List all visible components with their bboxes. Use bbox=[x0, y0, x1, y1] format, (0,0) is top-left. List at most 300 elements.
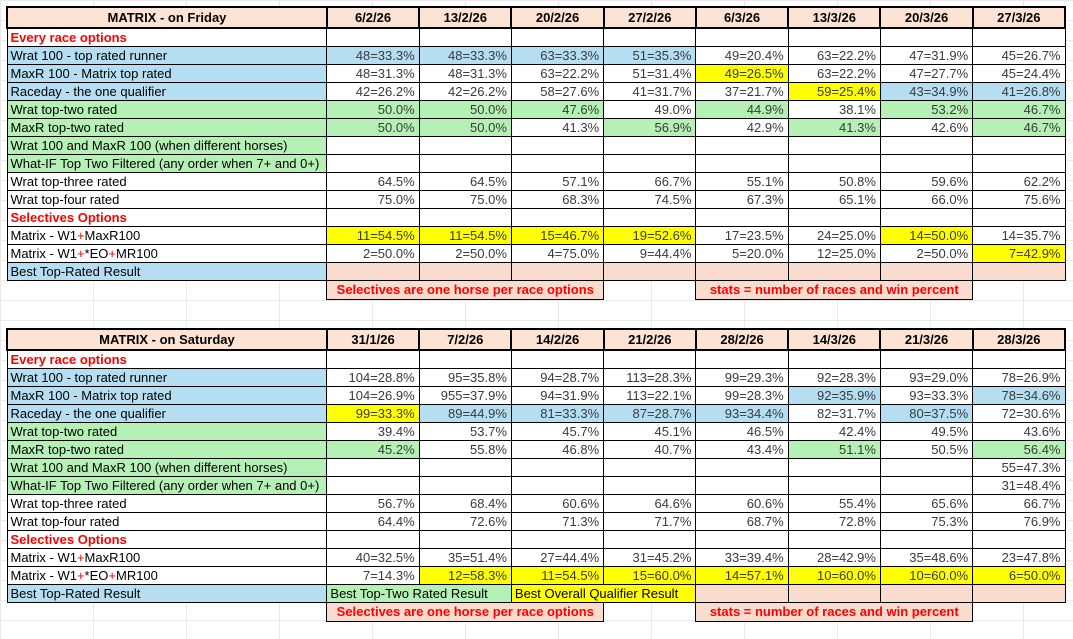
value-cell[interactable]: 63=22.2% bbox=[511, 64, 603, 82]
value-cell[interactable]: 81=33.3% bbox=[511, 404, 603, 422]
value-cell[interactable] bbox=[973, 350, 1065, 368]
table-row bbox=[7, 458, 1065, 476]
table-title-cell[interactable]: MATRIX - on Friday bbox=[7, 7, 327, 28]
value-cell[interactable] bbox=[419, 458, 511, 476]
date-header-cell[interactable]: 20/3/26 bbox=[880, 7, 972, 28]
value-cell[interactable] bbox=[973, 530, 1065, 548]
value-cell[interactable]: 60.6% bbox=[511, 494, 603, 512]
value-cell[interactable] bbox=[327, 262, 419, 280]
value-cell[interactable]: 55.1% bbox=[696, 172, 788, 190]
value-cell[interactable]: 68.7% bbox=[696, 512, 788, 530]
value-cell[interactable]: 72=30.6% bbox=[973, 404, 1065, 422]
value-cell[interactable]: 46.5% bbox=[696, 422, 788, 440]
value-cell[interactable]: 80=37.5% bbox=[880, 404, 972, 422]
value-cell[interactable]: 31=45.2% bbox=[604, 548, 696, 566]
table-row bbox=[7, 422, 1065, 440]
value-cell[interactable] bbox=[788, 262, 880, 280]
value-cell[interactable] bbox=[419, 476, 511, 494]
value-cell[interactable] bbox=[327, 530, 419, 548]
value-cell[interactable] bbox=[788, 136, 880, 154]
value-cell[interactable]: 51=35.3% bbox=[604, 46, 696, 64]
value-cell[interactable]: 66.0% bbox=[880, 190, 972, 208]
value-cell[interactable]: 10=60.0% bbox=[880, 566, 972, 584]
table-row bbox=[7, 494, 1065, 512]
row-label-cell[interactable]: Every race options bbox=[7, 350, 327, 368]
value-cell[interactable]: 51=31.4% bbox=[604, 64, 696, 82]
row-label-cell[interactable]: Matrix - W1+*EO+MR100 bbox=[7, 244, 327, 262]
date-header-cell[interactable]: 20/2/26 bbox=[511, 7, 603, 28]
table-row bbox=[7, 28, 1065, 46]
row-label-cell[interactable]: MaxR 100 - Matrix top rated bbox=[7, 64, 327, 82]
value-cell[interactable]: 93=29.0% bbox=[880, 368, 972, 386]
value-cell[interactable]: 46.7% bbox=[973, 100, 1065, 118]
row-label-cell[interactable]: Wrat 100 - top rated runner bbox=[7, 46, 327, 64]
value-cell[interactable] bbox=[327, 136, 419, 154]
value-cell[interactable]: 2=50.0% bbox=[419, 244, 511, 262]
table-row bbox=[7, 548, 1065, 566]
value-cell[interactable]: 67.3% bbox=[696, 190, 788, 208]
value-cell[interactable] bbox=[327, 154, 419, 172]
value-cell[interactable]: 7=42.9% bbox=[973, 244, 1065, 262]
value-cell[interactable]: 43=34.9% bbox=[880, 82, 972, 100]
value-cell[interactable]: 65.1% bbox=[788, 190, 880, 208]
value-cell[interactable]: 93=33.3% bbox=[880, 386, 972, 404]
value-cell[interactable]: 31=48.4% bbox=[973, 476, 1065, 494]
value-cell[interactable]: 66.7% bbox=[604, 172, 696, 190]
value-cell[interactable] bbox=[973, 136, 1065, 154]
value-cell[interactable]: 48=31.3% bbox=[419, 64, 511, 82]
value-cell[interactable]: 49.5% bbox=[880, 422, 972, 440]
value-cell[interactable]: 6=50.0% bbox=[973, 566, 1065, 584]
value-cell[interactable]: 15=60.0% bbox=[604, 566, 696, 584]
value-cell[interactable]: 40=32.5% bbox=[327, 548, 419, 566]
row-label-cell[interactable]: MaxR top-two rated bbox=[7, 440, 327, 458]
row-label-cell[interactable]: Selectives Options bbox=[7, 530, 327, 548]
value-cell[interactable]: 66.7% bbox=[973, 494, 1065, 512]
value-cell[interactable]: 89=44.9% bbox=[419, 404, 511, 422]
value-cell[interactable]: 48=33.3% bbox=[327, 46, 419, 64]
value-cell[interactable] bbox=[511, 530, 603, 548]
row-label-cell[interactable]: Matrix - W1+MaxR100 bbox=[7, 548, 327, 566]
value-cell[interactable]: 75.0% bbox=[327, 190, 419, 208]
row-label-cell[interactable]: Wrat 100 and MaxR 100 (when different horses) bbox=[7, 136, 327, 154]
plus-sign: + bbox=[76, 549, 85, 565]
value-cell[interactable] bbox=[696, 262, 788, 280]
plus-sign: + bbox=[108, 245, 116, 261]
row-label-cell[interactable]: What-IF Top Two Filtered (any order when 7+ and 0+) bbox=[7, 154, 327, 172]
value-cell[interactable]: 41=31.7% bbox=[604, 82, 696, 100]
row-label-cell[interactable]: Wrat top-four rated bbox=[7, 512, 327, 530]
date-header-cell[interactable]: 7/2/26 bbox=[419, 329, 511, 350]
value-cell[interactable]: 63=33.3% bbox=[511, 46, 603, 64]
date-header-cell[interactable]: 21/2/26 bbox=[604, 329, 696, 350]
friday-results-table bbox=[6, 6, 1066, 300]
value-cell[interactable]: 75.3% bbox=[880, 512, 972, 530]
value-cell[interactable]: 45.2% bbox=[327, 440, 419, 458]
value-cell[interactable]: 74.5% bbox=[604, 190, 696, 208]
table-row bbox=[7, 386, 1065, 404]
footer-note-cell[interactable]: Selectives are one horse per race options bbox=[327, 602, 604, 621]
row-label-cell[interactable]: Wrat top-three rated bbox=[7, 172, 327, 190]
row-label-cell[interactable]: Best Top-Rated Result bbox=[7, 584, 327, 602]
row-label-cell[interactable]: Wrat top-two rated bbox=[7, 422, 327, 440]
value-cell[interactable]: 40.7% bbox=[604, 440, 696, 458]
value-cell[interactable] bbox=[604, 208, 696, 226]
value-cell[interactable]: 11=54.5% bbox=[419, 226, 511, 244]
value-cell[interactable]: 49.0% bbox=[604, 100, 696, 118]
date-header-cell[interactable]: 13/2/26 bbox=[419, 7, 511, 28]
value-cell[interactable] bbox=[604, 262, 696, 280]
saturday-results-table bbox=[6, 328, 1066, 622]
value-cell[interactable]: 75.6% bbox=[973, 190, 1065, 208]
value-cell[interactable]: 17=23.5% bbox=[696, 226, 788, 244]
value-cell[interactable]: 41.3% bbox=[788, 118, 880, 136]
value-cell[interactable]: 19=52.6% bbox=[604, 226, 696, 244]
value-cell[interactable]: 47=27.7% bbox=[880, 64, 972, 82]
date-header-cell[interactable]: 6/2/26 bbox=[327, 7, 419, 28]
value-cell[interactable]: 42.6% bbox=[880, 118, 972, 136]
value-cell[interactable] bbox=[880, 458, 972, 476]
value-cell[interactable]: 42=26.2% bbox=[327, 82, 419, 100]
value-cell[interactable] bbox=[511, 458, 603, 476]
friday-table-container bbox=[6, 6, 1066, 300]
value-cell[interactable] bbox=[880, 530, 972, 548]
footer-note-cell[interactable]: stats = number of races and win percent bbox=[696, 280, 973, 299]
row-label-cell[interactable]: Matrix - W1+*EO+MR100 bbox=[7, 566, 327, 584]
value-cell[interactable]: 15=46.7% bbox=[511, 226, 603, 244]
value-cell[interactable] bbox=[788, 28, 880, 46]
table-row bbox=[7, 82, 1065, 100]
value-cell[interactable]: 39.4% bbox=[327, 422, 419, 440]
value-cell[interactable]: 45.1% bbox=[604, 422, 696, 440]
date-header-cell[interactable]: 14/2/26 bbox=[511, 329, 603, 350]
value-cell[interactable]: 27=44.4% bbox=[511, 548, 603, 566]
value-cell[interactable]: 50.0% bbox=[327, 100, 419, 118]
value-cell[interactable]: 78=34.6% bbox=[973, 386, 1065, 404]
value-cell[interactable]: 56.4% bbox=[973, 440, 1065, 458]
value-cell[interactable]: 63=22.2% bbox=[788, 46, 880, 64]
value-cell[interactable] bbox=[604, 136, 696, 154]
value-cell[interactable] bbox=[788, 208, 880, 226]
value-cell[interactable] bbox=[973, 154, 1065, 172]
date-header-cell[interactable]: 6/3/26 bbox=[696, 7, 788, 28]
value-cell[interactable]: 11=54.5% bbox=[511, 566, 603, 584]
value-cell[interactable]: 63=22.2% bbox=[788, 64, 880, 82]
row-label-cell[interactable]: Every race options bbox=[7, 28, 327, 46]
row-label-cell[interactable]: Raceday - the one qualifier bbox=[7, 404, 327, 422]
value-cell[interactable]: 92=28.3% bbox=[788, 368, 880, 386]
value-cell[interactable]: 76.9% bbox=[973, 512, 1065, 530]
value-cell[interactable] bbox=[696, 350, 788, 368]
row-label-cell[interactable]: Wrat top-four rated bbox=[7, 190, 327, 208]
value-cell[interactable]: 5=20.0% bbox=[696, 244, 788, 262]
value-cell[interactable]: 11=54.5% bbox=[327, 226, 419, 244]
value-cell[interactable] bbox=[419, 154, 511, 172]
value-cell[interactable]: 104=26.9% bbox=[327, 386, 419, 404]
value-cell[interactable]: 65.6% bbox=[880, 494, 972, 512]
value-cell[interactable] bbox=[511, 262, 603, 280]
value-cell[interactable]: 99=29.3% bbox=[696, 368, 788, 386]
value-cell[interactable]: 53.2% bbox=[880, 100, 972, 118]
value-cell[interactable]: 53.7% bbox=[419, 422, 511, 440]
value-cell[interactable]: 38.1% bbox=[788, 100, 880, 118]
value-cell[interactable]: 47.6% bbox=[511, 100, 603, 118]
value-cell[interactable]: 58=27.6% bbox=[511, 82, 603, 100]
value-cell[interactable]: 41=26.8% bbox=[973, 82, 1065, 100]
value-cell[interactable] bbox=[511, 136, 603, 154]
value-cell[interactable]: 71.3% bbox=[511, 512, 603, 530]
row-label-cell[interactable]: Wrat 100 - top rated runner bbox=[7, 368, 327, 386]
value-cell[interactable]: 44.9% bbox=[696, 100, 788, 118]
value-cell[interactable] bbox=[327, 350, 419, 368]
value-cell[interactable] bbox=[419, 28, 511, 46]
value-cell[interactable] bbox=[788, 458, 880, 476]
table-title-cell[interactable]: MATRIX - on Saturday bbox=[7, 329, 327, 350]
value-cell[interactable] bbox=[973, 28, 1065, 46]
value-cell[interactable]: 28=42.9% bbox=[788, 548, 880, 566]
value-cell[interactable]: 42=26.2% bbox=[419, 82, 511, 100]
value-cell[interactable] bbox=[511, 154, 603, 172]
value-cell[interactable] bbox=[419, 350, 511, 368]
value-cell[interactable] bbox=[788, 530, 880, 548]
row-label-cell[interactable]: Matrix - W1+MaxR100 bbox=[7, 226, 327, 244]
footer-blank-cell bbox=[7, 280, 327, 299]
value-cell[interactable]: 64.6% bbox=[604, 494, 696, 512]
value-cell[interactable]: 57.1% bbox=[511, 172, 603, 190]
table-row bbox=[7, 100, 1065, 118]
merged-result-cell[interactable]: Best Overall Qualifier Result bbox=[511, 584, 696, 602]
value-cell[interactable]: 50.8% bbox=[788, 172, 880, 190]
value-cell[interactable]: 71.7% bbox=[604, 512, 696, 530]
value-cell[interactable]: 50.0% bbox=[327, 118, 419, 136]
value-cell[interactable]: 48=31.3% bbox=[327, 64, 419, 82]
value-cell[interactable]: 72.8% bbox=[788, 512, 880, 530]
value-cell[interactable]: 64.4% bbox=[327, 512, 419, 530]
value-cell[interactable] bbox=[511, 350, 603, 368]
value-cell[interactable]: 48=33.3% bbox=[419, 46, 511, 64]
value-cell[interactable]: 59.6% bbox=[880, 172, 972, 190]
value-cell[interactable]: 87=28.7% bbox=[604, 404, 696, 422]
row-label-cell[interactable]: MaxR top-two rated bbox=[7, 118, 327, 136]
row-label-cell[interactable]: Selectives Options bbox=[7, 208, 327, 226]
value-cell[interactable] bbox=[511, 28, 603, 46]
value-cell[interactable]: 45=24.4% bbox=[973, 64, 1065, 82]
value-cell[interactable] bbox=[880, 136, 972, 154]
row-label-cell[interactable]: What-IF Top Two Filtered (any order when 7+ and 0+) bbox=[7, 476, 327, 494]
table-row bbox=[7, 368, 1065, 386]
value-cell[interactable]: 43.6% bbox=[973, 422, 1065, 440]
value-cell[interactable]: 47=31.9% bbox=[880, 46, 972, 64]
table-row bbox=[7, 350, 1065, 368]
saturday-table-container bbox=[6, 328, 1066, 622]
value-cell[interactable] bbox=[696, 136, 788, 154]
value-cell[interactable]: 113=22.1% bbox=[604, 386, 696, 404]
table-row bbox=[7, 530, 1065, 548]
date-header-cell[interactable]: 28/2/26 bbox=[696, 329, 788, 350]
value-cell[interactable]: 94=31.9% bbox=[511, 386, 603, 404]
footer-row bbox=[7, 602, 1065, 621]
value-cell[interactable] bbox=[604, 530, 696, 548]
table-row bbox=[7, 244, 1065, 262]
row-label-cell[interactable]: Wrat top-two rated bbox=[7, 100, 327, 118]
value-cell[interactable]: 49=26.5% bbox=[696, 64, 788, 82]
value-cell[interactable]: 37=21.7% bbox=[696, 82, 788, 100]
value-cell[interactable]: 55=47.3% bbox=[973, 458, 1065, 476]
value-cell[interactable] bbox=[788, 476, 880, 494]
value-cell[interactable]: 82=31.7% bbox=[788, 404, 880, 422]
value-cell[interactable]: 62.2% bbox=[973, 172, 1065, 190]
value-cell[interactable] bbox=[327, 458, 419, 476]
value-cell[interactable]: 64.5% bbox=[419, 172, 511, 190]
value-cell[interactable]: 42.4% bbox=[788, 422, 880, 440]
footer-blank-cell bbox=[973, 280, 1065, 299]
value-cell[interactable] bbox=[696, 584, 788, 602]
value-cell[interactable]: 14=50.0% bbox=[880, 226, 972, 244]
value-cell[interactable]: 43.4% bbox=[696, 440, 788, 458]
value-cell[interactable]: 99=33.3% bbox=[327, 404, 419, 422]
value-cell[interactable] bbox=[604, 154, 696, 172]
date-header-cell[interactable]: 21/3/26 bbox=[880, 329, 972, 350]
value-cell[interactable]: 94=28.7% bbox=[511, 368, 603, 386]
value-cell[interactable] bbox=[973, 208, 1065, 226]
value-cell[interactable] bbox=[419, 208, 511, 226]
value-cell[interactable]: 55.8% bbox=[419, 440, 511, 458]
value-cell[interactable] bbox=[696, 208, 788, 226]
value-cell[interactable]: 10=60.0% bbox=[788, 566, 880, 584]
value-cell[interactable]: 24=25.0% bbox=[788, 226, 880, 244]
value-cell[interactable]: 46.7% bbox=[973, 118, 1065, 136]
value-cell[interactable]: 955=37.9% bbox=[419, 386, 511, 404]
value-cell[interactable]: 113=28.3% bbox=[604, 368, 696, 386]
value-cell[interactable]: 7=14.3% bbox=[327, 566, 419, 584]
value-cell[interactable]: 50.0% bbox=[419, 118, 511, 136]
value-cell[interactable] bbox=[604, 458, 696, 476]
value-cell[interactable]: 55.4% bbox=[788, 494, 880, 512]
value-cell[interactable]: 56.7% bbox=[327, 494, 419, 512]
value-cell[interactable]: 12=58.3% bbox=[419, 566, 511, 584]
value-cell[interactable]: 42.9% bbox=[696, 118, 788, 136]
value-cell[interactable]: 68.3% bbox=[511, 190, 603, 208]
value-cell[interactable]: 92=35.9% bbox=[788, 386, 880, 404]
date-header-cell[interactable]: 27/2/26 bbox=[604, 7, 696, 28]
footer-blank-cell bbox=[604, 602, 696, 621]
value-cell[interactable] bbox=[880, 350, 972, 368]
date-header-cell[interactable]: 27/3/26 bbox=[973, 7, 1065, 28]
value-cell[interactable] bbox=[973, 262, 1065, 280]
value-cell[interactable]: 78=26.9% bbox=[973, 368, 1065, 386]
value-cell[interactable] bbox=[696, 458, 788, 476]
value-cell[interactable]: 99=28.3% bbox=[696, 386, 788, 404]
value-cell[interactable] bbox=[511, 208, 603, 226]
value-cell[interactable] bbox=[327, 28, 419, 46]
value-cell[interactable] bbox=[604, 350, 696, 368]
value-cell[interactable] bbox=[327, 208, 419, 226]
value-cell[interactable]: 95=35.8% bbox=[419, 368, 511, 386]
value-cell[interactable]: 49=20.4% bbox=[696, 46, 788, 64]
value-cell[interactable] bbox=[880, 28, 972, 46]
value-cell[interactable] bbox=[604, 476, 696, 494]
row-label-cell[interactable]: Best Top-Rated Result bbox=[7, 262, 327, 280]
value-cell[interactable]: 75.0% bbox=[419, 190, 511, 208]
value-cell[interactable] bbox=[973, 584, 1065, 602]
row-label-cell[interactable]: Wrat top-three rated bbox=[7, 494, 327, 512]
value-cell[interactable]: 2=50.0% bbox=[327, 244, 419, 262]
value-cell[interactable]: 56.9% bbox=[604, 118, 696, 136]
footer-note-cell[interactable]: stats = number of races and win percent bbox=[696, 602, 973, 621]
footer-row bbox=[7, 280, 1065, 299]
value-cell[interactable] bbox=[880, 208, 972, 226]
value-cell[interactable] bbox=[696, 154, 788, 172]
row-label-cell[interactable]: Wrat 100 and MaxR 100 (when different horses) bbox=[7, 458, 327, 476]
value-cell[interactable]: 2=50.0% bbox=[880, 244, 972, 262]
value-cell[interactable] bbox=[696, 530, 788, 548]
value-cell[interactable] bbox=[880, 476, 972, 494]
value-cell[interactable] bbox=[880, 262, 972, 280]
row-label-cell[interactable]: MaxR 100 - Matrix top rated bbox=[7, 386, 327, 404]
value-cell[interactable] bbox=[327, 476, 419, 494]
value-cell[interactable]: 45=26.7% bbox=[973, 46, 1065, 64]
value-cell[interactable]: 35=51.4% bbox=[419, 548, 511, 566]
plus-sign: + bbox=[108, 567, 116, 583]
date-header-cell[interactable]: 31/1/26 bbox=[327, 329, 419, 350]
plus-sign: + bbox=[76, 227, 85, 243]
value-cell[interactable] bbox=[696, 28, 788, 46]
value-cell[interactable] bbox=[788, 584, 880, 602]
value-cell[interactable]: 50.5% bbox=[880, 440, 972, 458]
value-cell[interactable]: 51.1% bbox=[788, 440, 880, 458]
plus-sign: + bbox=[76, 245, 85, 261]
value-cell[interactable] bbox=[880, 584, 972, 602]
value-cell[interactable] bbox=[419, 262, 511, 280]
value-cell[interactable] bbox=[788, 154, 880, 172]
value-cell[interactable]: 35=48.6% bbox=[880, 548, 972, 566]
date-header-cell[interactable]: 14/3/26 bbox=[788, 329, 880, 350]
footer-note-cell[interactable]: Selectives are one horse per race options bbox=[327, 280, 604, 299]
value-cell[interactable]: 60.6% bbox=[696, 494, 788, 512]
value-cell[interactable]: 59=25.4% bbox=[788, 82, 880, 100]
value-cell[interactable]: 104=28.8% bbox=[327, 368, 419, 386]
value-cell[interactable] bbox=[604, 28, 696, 46]
value-cell[interactable]: 93=34.4% bbox=[696, 404, 788, 422]
value-cell[interactable]: 14=35.7% bbox=[973, 226, 1065, 244]
value-cell[interactable]: 72.6% bbox=[419, 512, 511, 530]
value-cell[interactable] bbox=[419, 530, 511, 548]
date-header-cell[interactable]: 28/3/26 bbox=[973, 329, 1065, 350]
value-cell[interactable]: 46.8% bbox=[511, 440, 603, 458]
row-label-cell[interactable]: Raceday - the one qualifier bbox=[7, 82, 327, 100]
value-cell[interactable]: 9=44.4% bbox=[604, 244, 696, 262]
table-row bbox=[7, 190, 1065, 208]
value-cell[interactable]: 14=57.1% bbox=[696, 566, 788, 584]
value-cell[interactable]: 45.7% bbox=[511, 422, 603, 440]
value-cell[interactable]: 33=39.4% bbox=[696, 548, 788, 566]
value-cell[interactable] bbox=[696, 476, 788, 494]
value-cell[interactable] bbox=[788, 350, 880, 368]
value-cell[interactable]: 41.3% bbox=[511, 118, 603, 136]
table-row bbox=[7, 476, 1065, 494]
value-cell[interactable]: 4=75.0% bbox=[511, 244, 603, 262]
value-cell[interactable] bbox=[880, 154, 972, 172]
merged-result-cell[interactable]: Best Top-Two Rated Result bbox=[327, 584, 512, 602]
value-cell[interactable] bbox=[419, 136, 511, 154]
value-cell[interactable]: 23=47.8% bbox=[973, 548, 1065, 566]
value-cell[interactable]: 12=25.0% bbox=[788, 244, 880, 262]
value-cell[interactable]: 64.5% bbox=[327, 172, 419, 190]
value-cell[interactable]: 68.4% bbox=[419, 494, 511, 512]
value-cell[interactable] bbox=[511, 476, 603, 494]
date-header-cell[interactable]: 13/3/26 bbox=[788, 7, 880, 28]
value-cell[interactable]: 50.0% bbox=[419, 100, 511, 118]
